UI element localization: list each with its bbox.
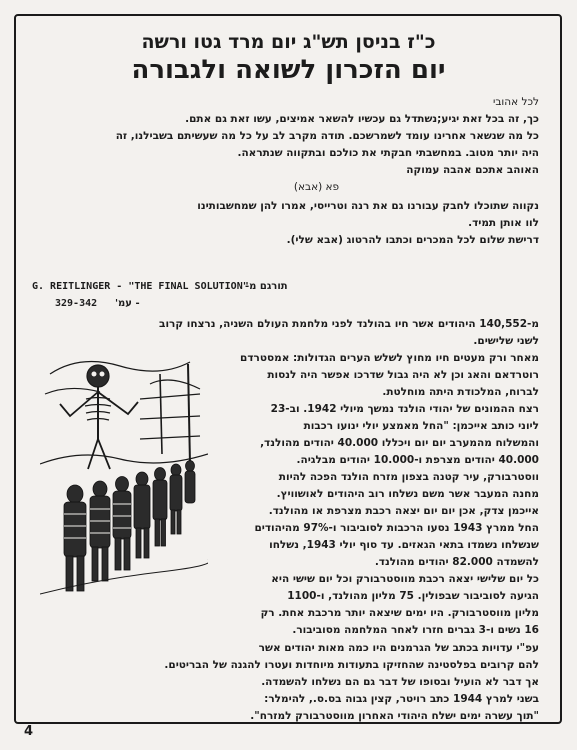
article-line: אייכמן צדק, אכן יום יום יצאה רכבת מצרפת או מהולנד. (268, 505, 539, 517)
article-line: עפ"י עדויות בכתב של הגרמנים היו כמה מאות יהודים אשר (258, 642, 539, 654)
article-side (214, 350, 539, 639)
article-line: שנשלחו נשמדו בתאי הגאזים. עד סוף יולי 1943, נשלחו (269, 539, 539, 551)
citation-translated: תורגם מ- (245, 281, 288, 292)
article-line: 40.000 יהודים מצרפת ו-10.000 יהודים מבלגיה. (296, 454, 539, 466)
closing-line: דרישת שלום לכל המכרים וכתבו להרטוג (אבא שלי). (286, 234, 539, 246)
article-line: מליון מווסטרבורק. היו ימים שיצאה יותר מרכבת אחת. רק (260, 607, 539, 619)
article-line: לברוח, המלכודת היתה מוחלטת. (382, 386, 539, 398)
prisoners-illustration (40, 344, 208, 606)
header-line-1: כ"ז בניסן תש"ג יום מרד גטו ורשה (141, 31, 436, 53)
article-line: והמשלוח מהמערב יום יום ויכללו 40.000 יהודים מהולנד, (260, 437, 539, 449)
article-line: מחנה המעבר אשר משם נשלחו רוב היהודים לאושוויץ. (276, 488, 539, 500)
letter-block (34, 94, 539, 196)
header-title: יום הזכרון לשואה ולגבורה (131, 55, 446, 85)
article-bottom (29, 640, 539, 725)
article-line: אך דבר לא הועיל ובסופו של דבר גם הם נשלחו להשמדה. (261, 676, 539, 688)
citation-pages-label: - עמ' (115, 298, 140, 309)
article-line: לשני שלישים. (473, 335, 539, 347)
page-number: 4 (24, 724, 34, 739)
article-line: בשני למרץ 1944 כתב רויטר, קצין גבוה בס.ס., להימלר: (264, 693, 539, 705)
article-line: ווסטרבורק, עיר קטנה בצפון מזרח הולנד הפכה להיות (278, 471, 539, 483)
citation-source: G. REITLINGER - "THE FINAL SOLUTION" (32, 281, 249, 292)
letter-line: לכל אהובי (493, 96, 539, 108)
closing-line: לוו אותן תמיד. (468, 217, 539, 229)
letter-line: היה יותר מטוב. במחשבתי חבקתי את כולכם ובתקווה שנתראה. (237, 147, 539, 159)
article-line: להשמדה 82.000 יהודים מהולנד. (374, 556, 539, 568)
article-line: הגיעה לסוביבור שבפולין. 75 מליון מהולנד, ו-1100 (287, 590, 539, 602)
article-line: מאחר ורק מעטים חיו מחוץ לשלש הערים הגדולות: אמסטרדם (240, 352, 539, 364)
article-line: 16 נשים ו-3 גברים חזרו לאחר המלחמה מסוביבור. (292, 624, 539, 636)
citation-pages: 329-342 (55, 298, 98, 309)
article-line: החל ממרץ 1943 נסעו הרכבות לסוביבור ו-97% מהיהודים (254, 522, 539, 534)
letter-signature: פא (אבא) (293, 181, 340, 193)
article-line: כל יום שלישי יצאה רכבת מווסטרבורק וכל יום שישי היא (271, 573, 539, 585)
letter-line: כך, זה בכל זאת יגיע;נשתדל גם עכשיו להשאר אמיצים, עשו זאת גם אתם. (185, 113, 539, 125)
article-line: ליוני כותב אייכמן: "החל מאמצע יולי ינועו רכבות (303, 420, 539, 432)
closing-block (34, 198, 539, 249)
article-line: רוטרדאם והאג וכן לא היה גבול שדרכו אפשר היה לנסות (267, 369, 539, 381)
letter-line: כל מה שנשאר אחרינו עומד לשמרשכם. תודה מקרב לב על כל מה שעשיתם בשבילנו, זה (115, 130, 539, 142)
closing-line: נקווה שתוכלו לחבק עבורנו גם את רנה וטרייסי, אמרו להן שמחשבותינו (197, 200, 539, 212)
article-line: להם קרובים בפלסטינה שהחזיקו בתעודות מיוחדות ועטרו להגנה של הבריטים. (164, 659, 539, 671)
letter-line: האוהב אתכם אהבה עמוקה (406, 164, 539, 176)
article-line: מ-140,552 היהודים אשר חיו בהולנד לפני מלחמת העולם השניה, נרצחו קרוב (159, 318, 539, 330)
article-line: "תוך עשרה ימים ישלח היהודי האחרון מווסטרבורק למזרח". (250, 710, 539, 722)
article-line: רצח ההמונים של יהודי הולנד נמשך מיולי 1942. וב-23 (270, 403, 539, 415)
